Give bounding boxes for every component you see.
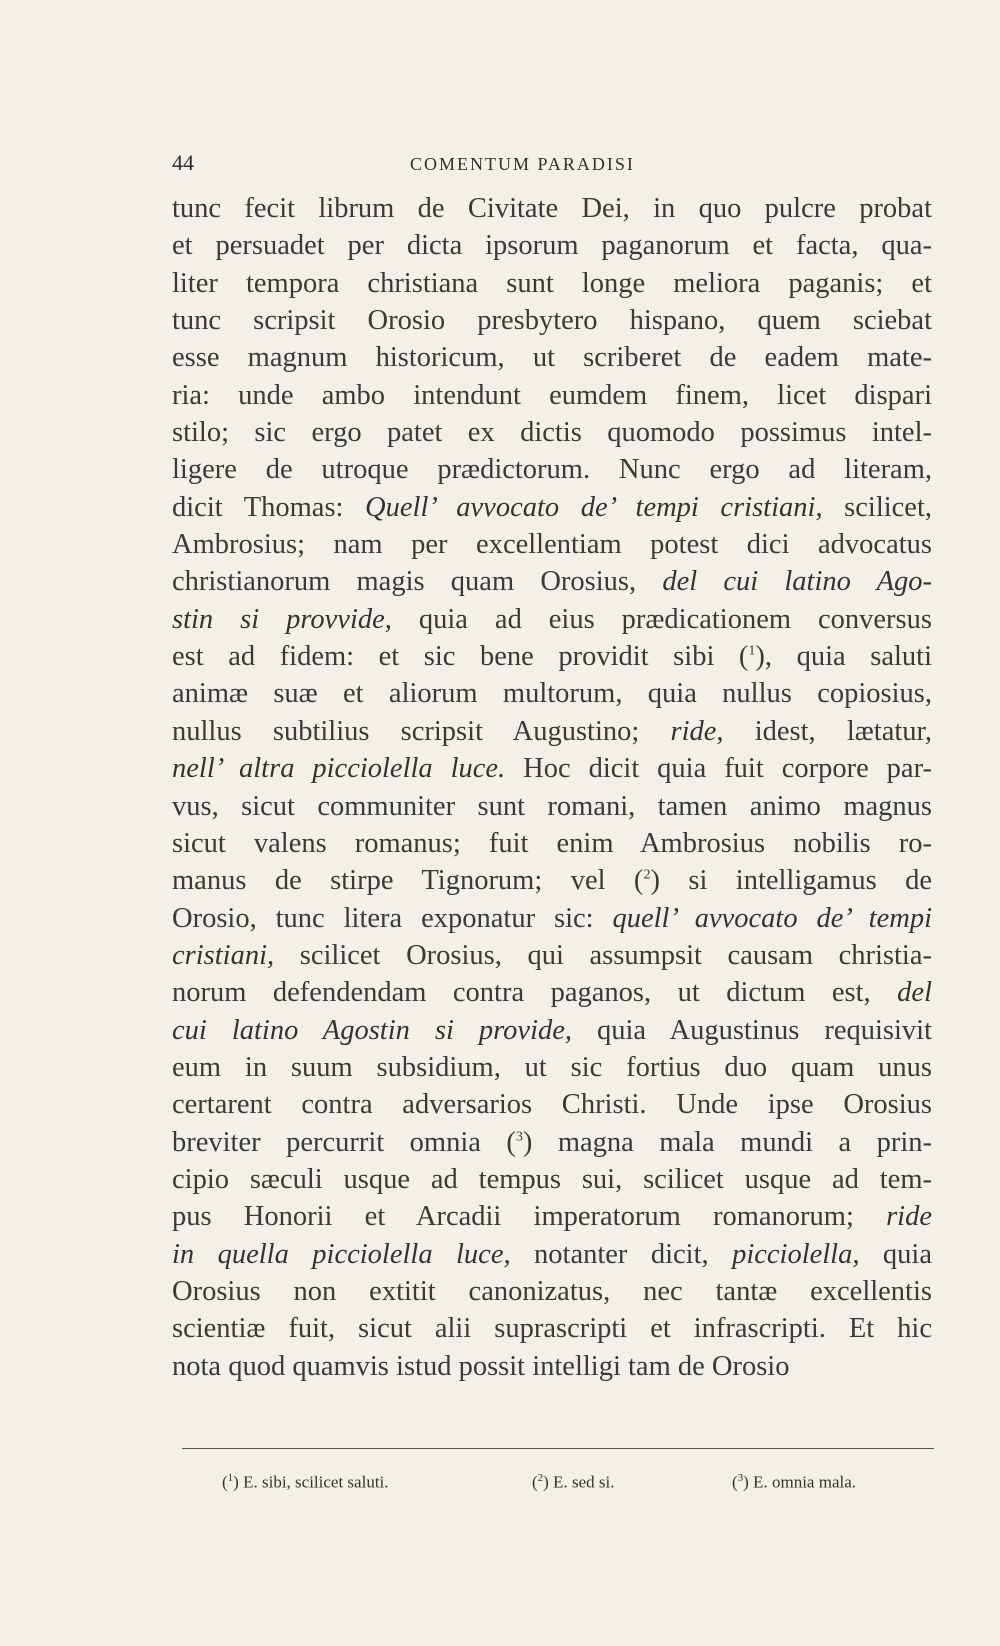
footnotes: [222, 1472, 922, 1493]
text-run: Orosius non extitit canonizatus, nec tantæ excellentis: [172, 1275, 932, 1307]
footnote-ref: 2: [643, 867, 651, 883]
text-run: Orosio, tunc litera exponatur sic:: [172, 902, 613, 934]
text-run: quia ad eius prædicationem conversus: [391, 603, 932, 635]
text-line: [172, 302, 932, 339]
text-run: eum in suum subsidium, ut sic fortius duo quam unus: [172, 1051, 932, 1083]
text-run: scilicet,: [822, 491, 932, 523]
text-line: [172, 489, 932, 526]
text-run: nota quod quamvis istud possit intelligi tam de Orosio: [172, 1350, 790, 1382]
text-line: [172, 1049, 932, 1086]
text-line: [172, 227, 932, 264]
italic-quote: Quell’ avvocato de’ tempi cristiani,: [365, 491, 823, 523]
text-line: [172, 601, 932, 638]
italic-quote: cristiani,: [172, 939, 275, 971]
italic-quote: del cui latino Ago-: [662, 566, 932, 598]
text-run: quia Augustinus requisivit: [572, 1014, 933, 1046]
text-line: [172, 1273, 932, 1310]
text-line: [172, 675, 932, 712]
text-run: breviter percurrit omnia (: [172, 1126, 516, 1158]
footnote-mark: 3: [737, 1472, 744, 1484]
text-run: tunc fecit librum de Civitate Dei, in quo pulcre probat: [172, 193, 932, 224]
italic-quote: cui latino Agostin si provide,: [172, 1014, 573, 1046]
footnote-text: E. sed si.: [553, 1472, 615, 1492]
text-line: [172, 974, 932, 1011]
text-line: [172, 1310, 932, 1347]
italic-quote: nell’ altra picciolella luce.: [172, 753, 506, 785]
footnote: ($^2$) E. sed si.: [532, 1472, 615, 1492]
text-line: [172, 900, 932, 937]
text-line: [172, 1086, 932, 1123]
text-line: [172, 750, 932, 787]
text-line: [172, 937, 932, 974]
text-line: [172, 862, 932, 899]
text-run: et persuadet per dicta ipsorum paganorum et facta, qua-: [172, 230, 932, 262]
text-line: [172, 1124, 932, 1161]
text-run: christianorum magis quam Orosius,: [172, 566, 663, 598]
text-run: scilicet Orosius, qui assumpsit causam christia-: [274, 939, 932, 971]
italic-quote: del: [897, 977, 932, 1009]
text-line: [172, 788, 932, 825]
footnote-text: E. omnia mala.: [753, 1472, 857, 1492]
footnote-ref: 3: [515, 1129, 523, 1145]
footnote: ($^3$) E. omnia mala.: [732, 1472, 857, 1492]
text-run: ) si intelligamus de: [650, 865, 932, 897]
text-run: est ad fidem: et sic bene providit sibi (: [172, 641, 749, 673]
text-line: [172, 190, 932, 227]
text-run: ria: unde ambo intendunt eumdem finem, licet dispari: [172, 379, 932, 411]
text-run: norum defendendam contra paganos, ut dictum est,: [172, 977, 898, 1009]
text-run: nullus subtilius scripsit Augustino;: [172, 715, 671, 747]
text-run: sicut valens romanus; fuit enim Ambrosius nobilis ro-: [172, 827, 932, 859]
text-line: [172, 526, 932, 563]
text-run: quia: [859, 1238, 932, 1270]
footnote-text: E. sibi, scilicet saluti.: [243, 1472, 389, 1492]
text-line: [172, 638, 932, 675]
footnote-rule: [182, 1448, 934, 1449]
text-run: notanter dicit,: [510, 1238, 733, 1270]
running-title: COMENTUM PARADISI: [410, 154, 635, 174]
text-line: [172, 1012, 932, 1049]
text-run: Hoc dicit quia fuit corpore par-: [505, 753, 932, 785]
body-text: [172, 190, 932, 1385]
text-run: stilo; sic ergo patet ex dictis quomodo possimus intel-: [172, 417, 932, 449]
footnote-mark: 2: [537, 1472, 544, 1484]
footnote-ref: 1: [748, 643, 756, 659]
italic-quote: quell’ avvocato de’ tempi: [612, 902, 932, 934]
text-line: [172, 1236, 932, 1273]
text-line: [172, 563, 932, 600]
page-number: 44: [172, 150, 194, 175]
text-line: [172, 414, 932, 451]
text-run: dicit Thomas:: [172, 491, 366, 523]
text-line: [172, 1198, 932, 1235]
footnote-mark: 1: [227, 1472, 234, 1484]
text-run: cipio sæculi usque ad tempus sui, scilicet usque ad tem-: [172, 1163, 932, 1195]
text-line: [172, 1161, 932, 1198]
text-line: [172, 713, 932, 750]
text-line: [172, 265, 932, 302]
italic-quote: ride: [886, 1201, 932, 1233]
text-run: esse magnum historicum, ut scriberet de eadem mate-: [172, 342, 932, 374]
italic-quote: in quella picciolella luce,: [172, 1238, 511, 1270]
text-run: tunc scripsit Orosio presbytero hispano, quem sciebat: [172, 305, 932, 337]
text-run: ligere de utroque prædictorum. Nunc ergo ad literam,: [172, 454, 932, 486]
text-line: [172, 1348, 932, 1385]
text-run: manus de stirpe Tignorum; vel (: [172, 865, 644, 897]
text-line: [172, 377, 932, 414]
italic-quote: ride,: [670, 715, 724, 747]
text-run: idest, lætatur,: [723, 715, 933, 747]
text-run: ), quia saluti: [755, 641, 932, 673]
text-line: [172, 825, 932, 862]
text-run: liter tempora christiana sunt longe meliora paganis; et: [172, 267, 932, 299]
running-header: [172, 150, 932, 188]
text-run: pus Honorii et Arcadii imperatorum romanorum;: [172, 1201, 887, 1233]
text-line: [172, 339, 932, 376]
text-run: ) magna mala mundi a prin-: [522, 1126, 933, 1158]
italic-quote: stin si provvide,: [172, 603, 392, 635]
italic-quote: picciolella,: [732, 1238, 860, 1270]
text-run: certarent contra adversarios Christi. Unde ipse Orosius: [172, 1089, 932, 1121]
footnote: ($^1$) E. sibi, scilicet saluti.: [222, 1472, 389, 1492]
text-run: scientiæ fuit, sicut alii suprascripti et infrascripti. Et hic: [172, 1313, 932, 1345]
text-run: vus, sicut communiter sunt romani, tamen animo magnus: [172, 790, 932, 822]
text-run: animæ suæ et aliorum multorum, quia nullus copiosius,: [172, 678, 932, 710]
text-line: [172, 451, 932, 488]
text-run: Ambrosius; nam per excellentiam potest dici advocatus: [172, 529, 932, 561]
book-page: [172, 150, 932, 1385]
